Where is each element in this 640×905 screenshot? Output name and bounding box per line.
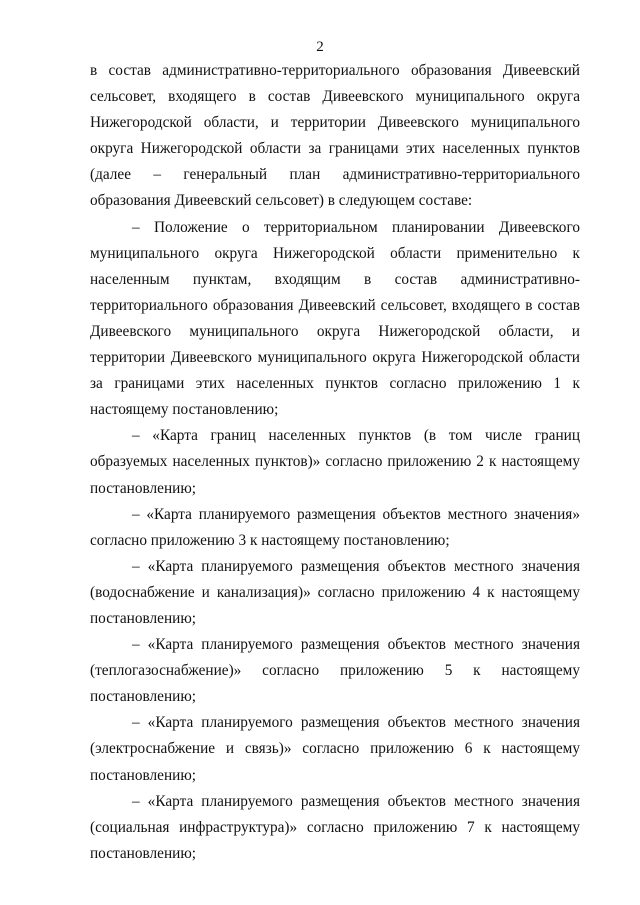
list-item-map-power-comm: – «Карта планируемого размещения объектов местного значения (электроснабжение и связь)» согласно приложению 6 к настоящему постановлению;: [90, 714, 580, 784]
page-number: 2: [316, 39, 324, 55]
list-item-map-social: – «Карта планируемого размещения объектов местного значения (социальная инфраструктура)» согласно приложению 7 к настоящему постановлению;: [90, 792, 580, 862]
list-item-provision: – Положение о территориальном планировании Дивеевского муниципального округа Нижегородской области применительно к населенным пунктам, входящим в состав административно-территориального образования Дивеевский сельсовет, входящего в состав Дивеевского муниципального округа Нижегородской области, и территории Дивеевского муниципального округа Нижегородской области за границами этих населенных пунктов согласно приложению 1 к настоящему постановлению;: [90, 218, 580, 419]
list-item-map-water: – «Карта планируемого размещения объектов местного значения (водоснабжение и канализация)» согласно приложению 4 к настоящему постановлению;: [90, 557, 580, 627]
document-body: [90, 58, 580, 867]
list-item-map-local-objects: – «Карта планируемого размещения объектов местного значения» согласно приложению 3 к настоящему постановлению;: [90, 505, 580, 549]
paragraph-intro: в состав административно-территориального образования Дивеевский сельсовет, входящего в состав Дивеевского муниципального округа Нижегородской области, и территории Дивеевского муниципального округа Нижегородской области за границами этих населенных пунктов (далее – генеральный план административно-территориального образования Дивеевский сельсовет) в следующем составе:: [90, 62, 580, 210]
list-item-map-heat-gas: – «Карта планируемого размещения объектов местного значения (теплогазоснабжение)» согласно приложению 5 к настоящему постановлению;: [90, 636, 580, 706]
list-item-map-boundaries: – «Карта границ населенных пунктов (в том числе границ образуемых населенных пунктов)» согласно приложению 2 к настоящему постановлению;: [90, 427, 580, 497]
